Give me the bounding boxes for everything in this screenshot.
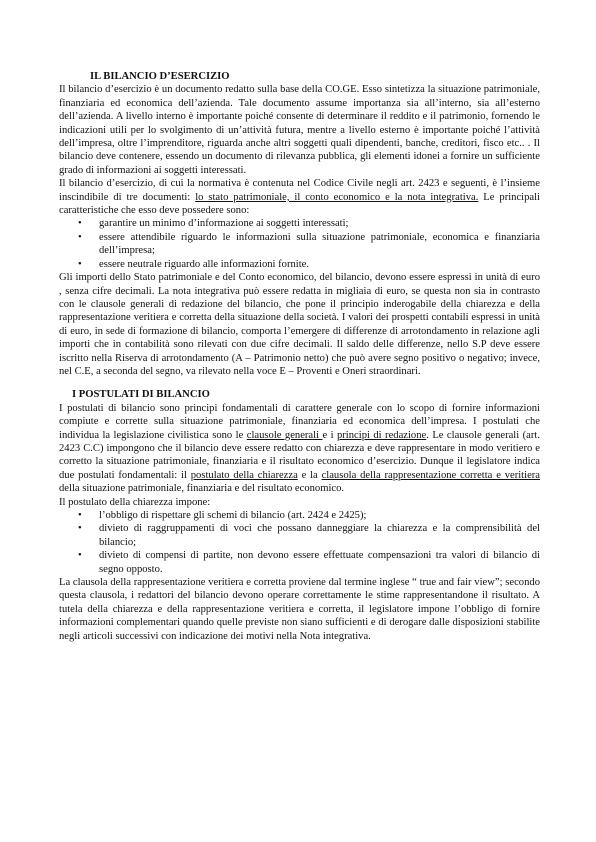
paragraph-true-fair-view: La clausola della rappresentazione veritiera e corretta proviene dal termine inglese “ true and fair view”; secondo questa clausola, i redattori del bilancio devono operare correttamente le stime rappresentandone il risultato. A tutela della chiarezza e della rappresentazione veritiera e corretta, il legislatore impone l’obbligo di fornire informazioni complementari quando quelle previste non siano sufficienti e di derogare dalle disposizioni stabilite negli articoli successivi con indicazione dei motivi nella Nota integrativa. (59, 577, 540, 642)
text: e la (297, 469, 322, 481)
paragraph-postulati (59, 402, 540, 496)
paragraph-normativa-text: Il bilancio d’esercizio, di cui la normativa è contenuta nel Codice Civile negli art. 2423 e seguenti, è l’insieme inscindibile di tre documenti: (59, 178, 540, 203)
underlined-principi-redazione: principi di redazione (336, 429, 427, 441)
document-page (59, 70, 540, 643)
paragraph-normativa-tail: Le principali caratteristiche che esso deve possedere sono: (59, 191, 540, 217)
paragraph-chiarezza: Il postulato della chiarezza impone: (59, 496, 211, 508)
text: . Le clausole generali (art. 2423 C.C) impongono che il bilancio deve essere redatto con chiarezza e deve rappresentare in modo veritiero e corretto la situazione patrimoniale, finanziaria e il risultato economico d’esercizio. Dunque il legislatore indica due postulati fondamentali: il (59, 429, 540, 481)
paragraph-normativa (59, 177, 540, 217)
section-title-bilancio: IL BILANCIO D’ESERCIZIO (90, 71, 230, 82)
chiarezza-list (59, 509, 540, 576)
underlined-postulato-chiarezza: postulato della chiarezza (190, 469, 298, 481)
section-title-postulati: I POSTULATI DI BILANCIO (72, 389, 210, 401)
paragraph-importi: Gli importi dello Stato patrimoniale e del Conto economico, del bilancio, devono essere espressi in unità di euro , senza cifre decimali. La nota integrativa può essere redatta in migliaia di euro, se questa non sia in contrasto con le clausole generali di redazione del bilancio, che pone il principio inderogabile della chiarezza e della rappresentazione veritiera e corretta della situazione della società. I valori dei prospetti contabili espressi in unità di euro, in sede di formazione di bilancio, comporta l’emergere di differenze di arrotondamento in relazione agli importi che in contabilità sono rilevati con due cifre decimali. Il saldo delle differenze, nello S.P deve essere iscritto nella Riserva di arrotondamento (A – Patrimonio netto) che può avere segno positivo o negativo; invece, nel C.E, a seconda del segno, va rilevato nella voce E – Proventi e Oneri straordinari. (59, 272, 540, 377)
text: della situazione patrimoniale, finanziaria e del risultato economico. (59, 483, 345, 495)
paragraph-intro: Il bilancio d’esercizio è un documento redatto sulla base della CO.GE. Esso sintetizza la situazione patrimoniale, finanziaria ed economica dell’azienda. Tale documento assume importanza sia all’interno, sia all’esterno dell’azienda. A livello interno è importante poiché consente di determinare il reddito e il patrimonio, fornendo le indicazioni utili per lo svolgimento di un’attività futura, mentre a livello esterno è importante poiché l’attività dell’impresa, oltre l’imprenditore, riguarda anche altri soggetti quali dipendenti, banche, creditori, fisco etc.. . Il bilancio deve contenere, essendo un documento di rilevanza pubblica, gli elementi idonei a fornire un sufficiente grado di informazioni ai soggetti interessati. (59, 84, 540, 176)
underlined-clausole-generali: clausole generali (246, 429, 323, 441)
underlined-clausola-rappresentazione: clausola della rappresentazione corretta e veritiera (321, 469, 540, 481)
list-item: • essere neutrale riguardo alle informazioni fornite. (99, 258, 540, 271)
underlined-documents: lo stato patrimoniale, il conto economico e la nota integrativa. (195, 191, 479, 203)
list-item: • essere attendibile riguardo le informazioni sulla situazione patrimoniale, economica e finanziaria dell’impresa; (99, 231, 540, 258)
list-item: • l’obbligo di rispettare gli schemi di bilancio (art. 2424 e 2425); (99, 509, 540, 522)
list-item: • divieto di raggruppamenti di voci che possano danneggiare la chiarezza e la comprensibilità del bilancio; (99, 522, 540, 549)
text: I postulati di bilancio sono principi fondamentali di carattere generale con lo scopo di fornire informazioni compiute e corrette sulla situazione patrimoniale, finanziaria ed economica dell’impresa. I postulati che individua la legislazione civilistica sono le (59, 402, 540, 441)
characteristics-list (59, 217, 540, 271)
list-item: • divieto di compensi di partite, non devono essere effettuate compensazioni tra valori di bilancio di segno opposto. (99, 549, 540, 576)
text: e i (322, 429, 337, 441)
list-item: • garantire un minimo d’informazione ai soggetti interessati; (99, 217, 540, 230)
